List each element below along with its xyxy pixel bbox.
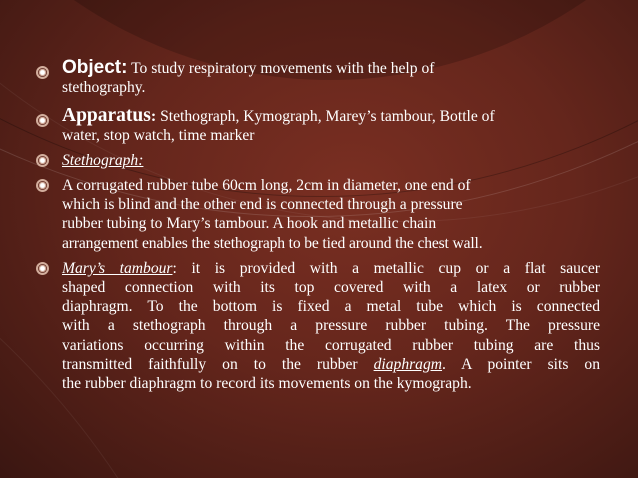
tambour-line: variations occurring within the corrugated rubber tubing are thus <box>62 336 600 354</box>
tambour-item <box>36 259 600 393</box>
apparatus-text: Stethograph, Kymograph, Marey’s tambour, Bottle of <box>156 108 495 125</box>
tambour-line: diaphragm. To the bottom is fixed a metal tube which is connected <box>62 298 600 316</box>
stethograph-description-item <box>36 176 600 253</box>
stethograph-heading-item <box>36 151 600 170</box>
circle-bullet-icon <box>36 262 49 275</box>
stethograph-line: arrangement enables the stethograph to be tied around the chest wall. <box>62 234 483 252</box>
circle-bullet-icon <box>36 179 49 192</box>
tambour-line: with a stethograph through a pressure rubber tubing. The pressure <box>62 317 600 335</box>
object-label: Object: <box>62 57 128 78</box>
tambour-line: shaped connection with its top covered with a latex or rubber <box>62 279 600 297</box>
slide-content <box>36 58 600 393</box>
tambour-heading: Mary’s tambour <box>62 259 173 277</box>
apparatus-colon: : <box>150 108 157 125</box>
object-item <box>36 58 600 97</box>
stethograph-heading: Stethograph: <box>62 152 144 169</box>
apparatus-item <box>36 106 600 145</box>
stethograph-line: which is blind and the other end is connected through a pressure <box>62 196 463 214</box>
object-text-cont: stethography. <box>62 79 146 96</box>
tambour-line: the rubber diaphragm to record its movements on the kymograph. <box>62 375 472 393</box>
tambour-text: : it is provided with a metallic cup or a flat saucer <box>172 259 600 277</box>
tambour-line-pre: transmitted faithfully on to the rubber <box>62 355 374 373</box>
stethograph-line: rubber tubing to Mary’s tambour. A hook and metallic chain <box>62 215 437 233</box>
object-text: To study respiratory movements with the help of <box>127 60 435 77</box>
circle-bullet-icon <box>36 154 49 167</box>
tambour-line-post: . A pointer sits on <box>442 355 601 373</box>
diaphragm-term: diaphragm <box>373 355 443 373</box>
circle-bullet-icon <box>36 66 49 79</box>
circle-bullet-icon <box>36 114 49 127</box>
apparatus-label: Apparatus <box>62 105 151 126</box>
apparatus-text-cont: water, stop watch, time marker <box>62 127 255 144</box>
stethograph-line: A corrugated rubber tube 60cm long, 2cm in diameter, one end of <box>62 177 471 194</box>
